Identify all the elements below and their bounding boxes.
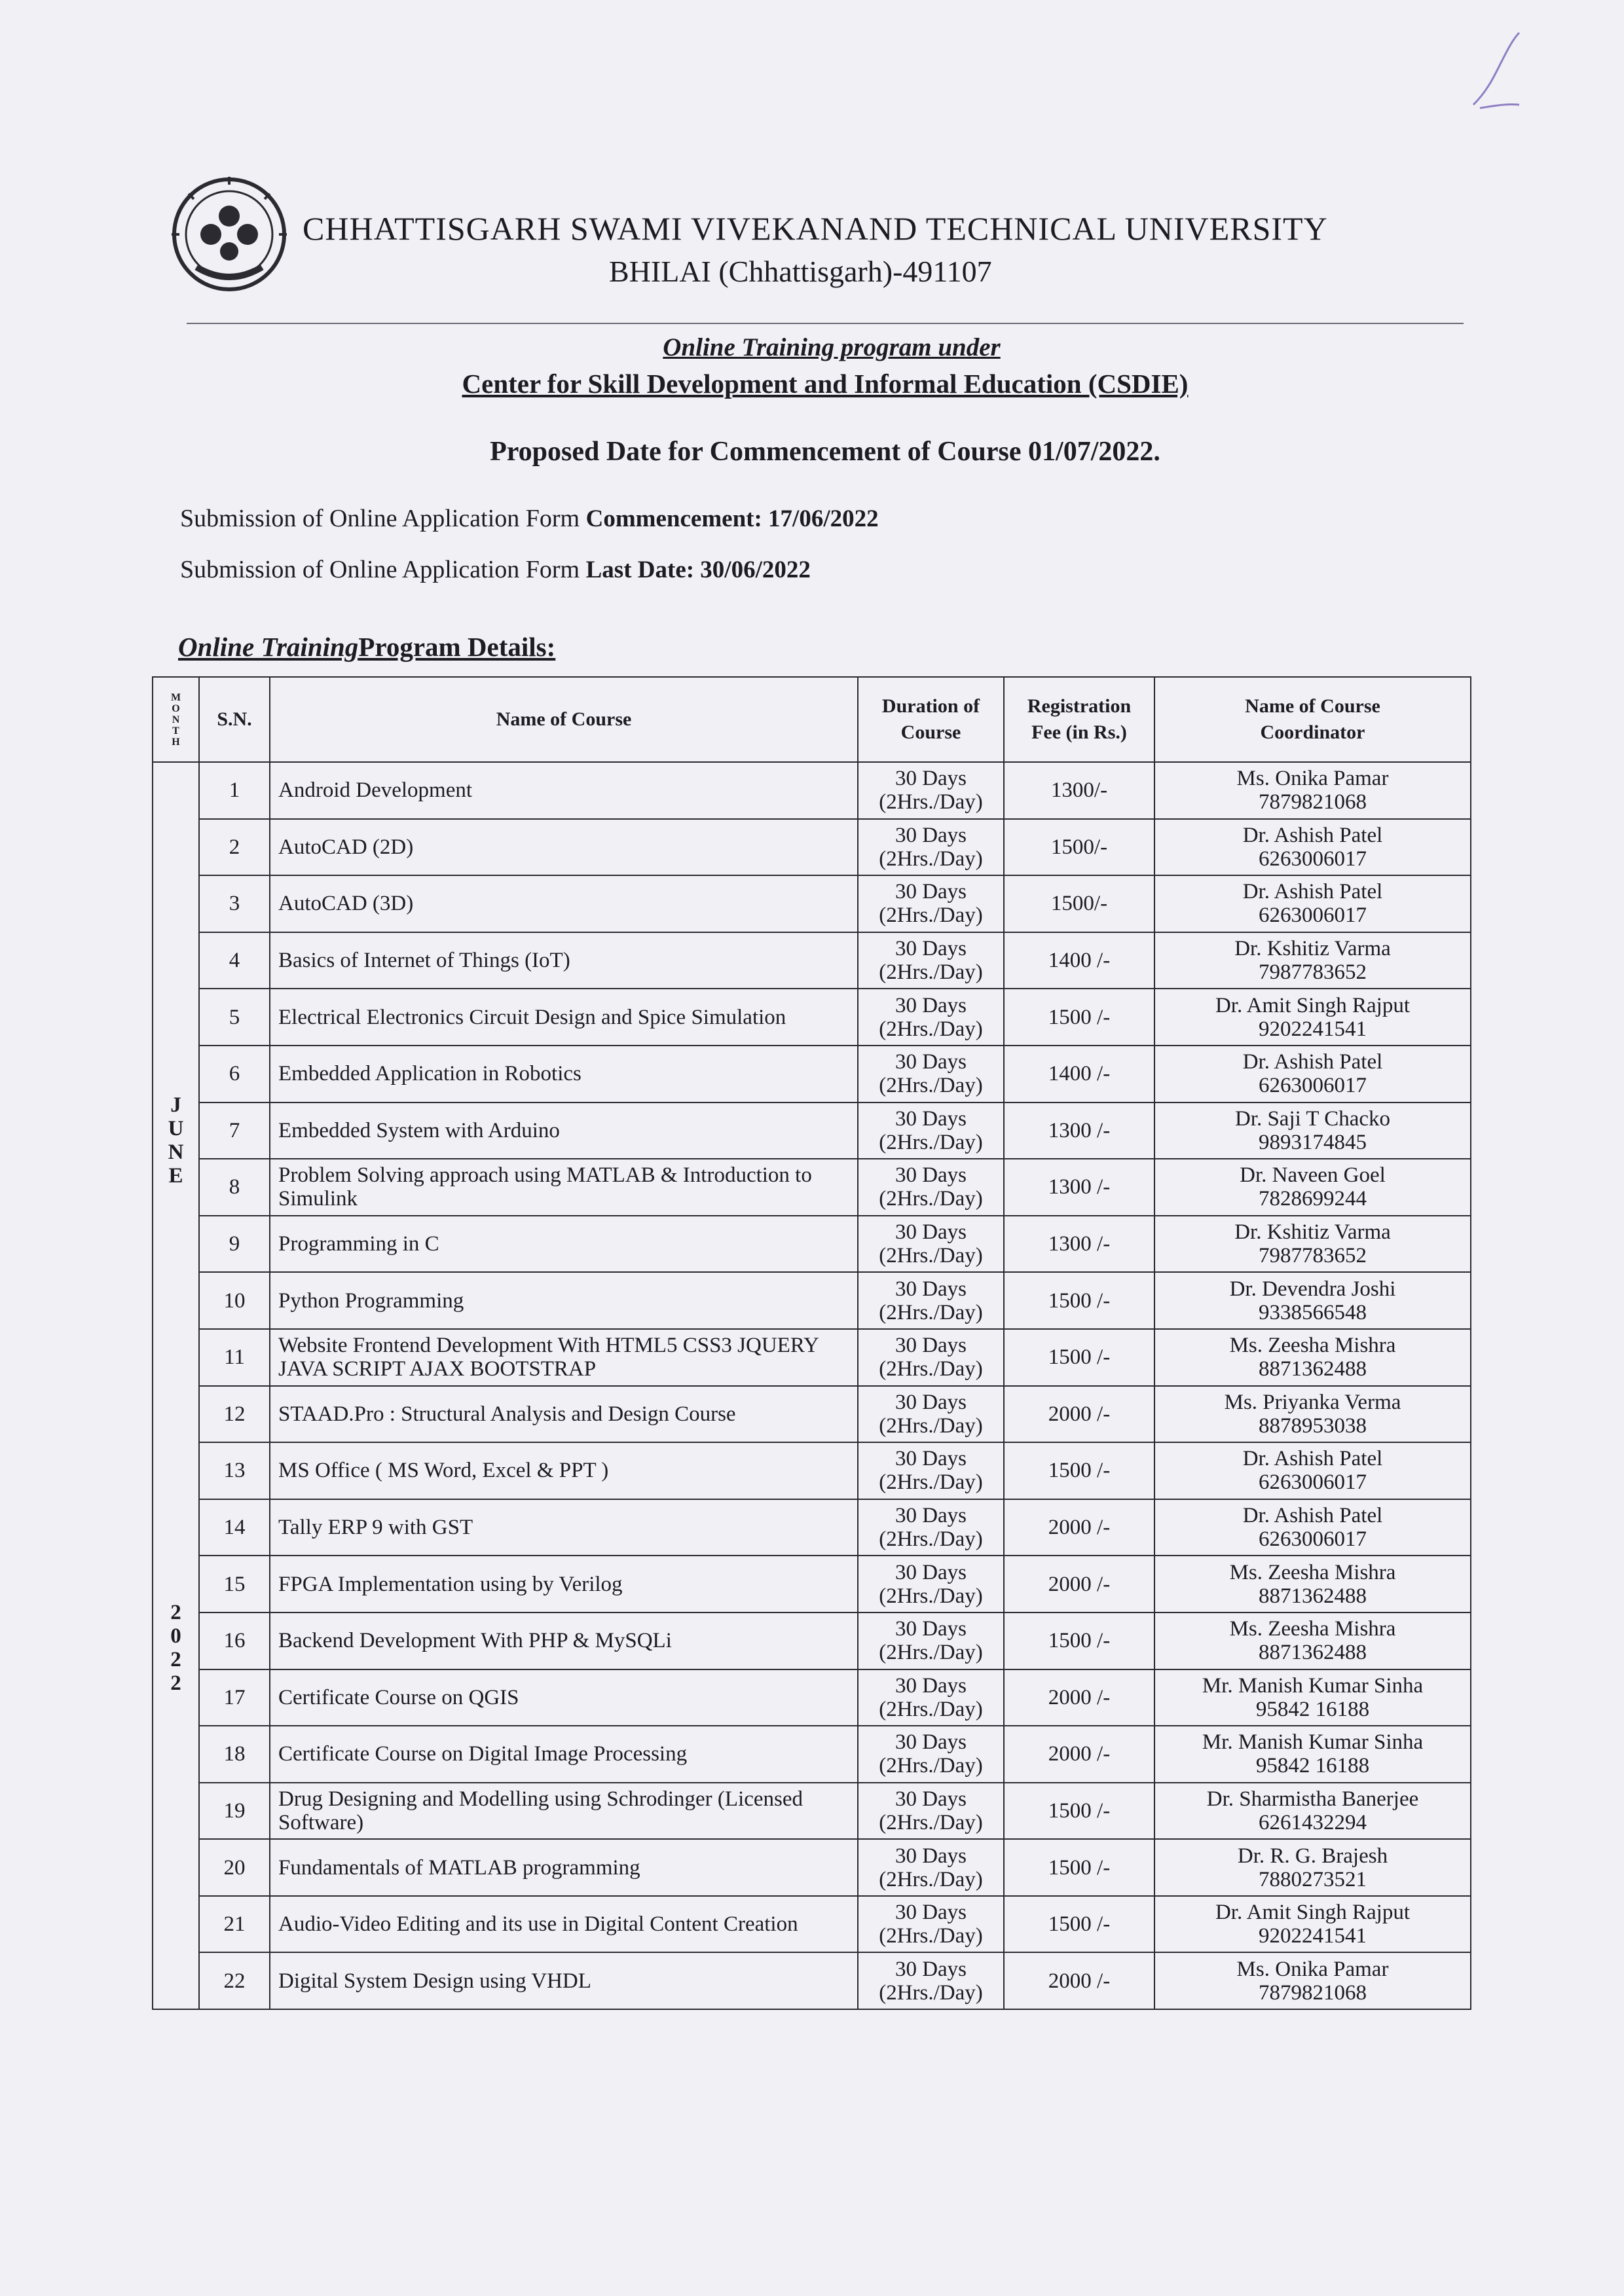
program-line-2: Center for Skill Development and Informal Education (CSDIE) bbox=[462, 369, 1189, 399]
month-june-label: J U N E bbox=[168, 1093, 184, 1188]
cell-course-name: Drug Designing and Modelling using Schrodinger (Licensed Software) bbox=[270, 1783, 858, 1840]
cell-coordinator: Dr. R. G. Brajesh 7880273521 bbox=[1154, 1839, 1471, 1896]
cell-course-name: Certificate Course on QGIS bbox=[270, 1669, 858, 1726]
month-cell bbox=[153, 762, 199, 2009]
cell-coordinator: Ms. Zeesha Mishra 8871362488 bbox=[1154, 1329, 1471, 1386]
cell-fee: 1500 /- bbox=[1004, 1839, 1154, 1896]
header-sn: S.N. bbox=[199, 677, 270, 762]
cell-sn: 14 bbox=[199, 1499, 270, 1556]
cell-coordinator: Mr. Manish Kumar Sinha 95842 16188 bbox=[1154, 1669, 1471, 1726]
cell-fee: 1500 /- bbox=[1004, 1329, 1154, 1386]
cell-coordinator: Dr. Devendra Joshi 9338566548 bbox=[1154, 1272, 1471, 1329]
cell-coordinator: Dr. Amit Singh Rajput 9202241541 bbox=[1154, 1896, 1471, 1953]
cell-duration: 30 Days (2Hrs./Day) bbox=[858, 762, 1004, 819]
table-row bbox=[153, 1102, 1471, 1159]
cell-duration: 30 Days (2Hrs./Day) bbox=[858, 1613, 1004, 1669]
table-row bbox=[153, 1952, 1471, 2009]
cell-coordinator: Dr. Saji T Chacko 9893174845 bbox=[1154, 1102, 1471, 1159]
cell-coordinator: Dr. Sharmistha Banerjee 6261432294 bbox=[1154, 1783, 1471, 1840]
cell-sn: 7 bbox=[199, 1102, 270, 1159]
cell-fee: 1500 /- bbox=[1004, 989, 1154, 1046]
table-row bbox=[153, 819, 1471, 876]
table-row bbox=[153, 1046, 1471, 1102]
cell-fee: 2000 /- bbox=[1004, 1556, 1154, 1613]
cell-course-name: Embedded System with Arduino bbox=[270, 1102, 858, 1159]
cell-fee: 1500/- bbox=[1004, 819, 1154, 876]
course-table bbox=[152, 676, 1471, 2010]
cell-sn: 20 bbox=[199, 1839, 270, 1896]
cell-course-name: Digital System Design using VHDL bbox=[270, 1952, 858, 2009]
cell-duration: 30 Days (2Hrs./Day) bbox=[858, 1499, 1004, 1556]
header-duration: Duration of Course bbox=[858, 677, 1004, 762]
cell-duration: 30 Days (2Hrs./Day) bbox=[858, 1669, 1004, 1726]
cell-duration: 30 Days (2Hrs./Day) bbox=[858, 1442, 1004, 1499]
cell-course-name: AutoCAD (2D) bbox=[270, 819, 858, 876]
cell-duration: 30 Days (2Hrs./Day) bbox=[858, 875, 1004, 932]
cell-sn: 21 bbox=[199, 1896, 270, 1953]
cell-sn: 13 bbox=[199, 1442, 270, 1499]
pen-mark bbox=[1467, 26, 1526, 124]
cell-course-name: Fundamentals of MATLAB programming bbox=[270, 1839, 858, 1896]
cell-course-name: Python Programming bbox=[270, 1272, 858, 1329]
cell-coordinator: Mr. Manish Kumar Sinha 95842 16188 bbox=[1154, 1726, 1471, 1783]
cell-coordinator: Dr. Ashish Patel 6263006017 bbox=[1154, 819, 1471, 876]
cell-fee: 1300 /- bbox=[1004, 1216, 1154, 1273]
table-row bbox=[153, 1329, 1471, 1386]
cell-sn: 18 bbox=[199, 1726, 270, 1783]
cell-duration: 30 Days (2Hrs./Day) bbox=[858, 1783, 1004, 1840]
table-row bbox=[153, 1216, 1471, 1273]
cell-fee: 1500 /- bbox=[1004, 1442, 1154, 1499]
submission-last-label: Submission of Online Application Form bbox=[180, 556, 586, 583]
cell-course-name: AutoCAD (3D) bbox=[270, 875, 858, 932]
cell-course-name: Programming in C bbox=[270, 1216, 858, 1273]
university-name: CHHATTISGARH SWAMI VIVEKANAND TECHNICAL UNIVERSITY bbox=[303, 210, 1328, 247]
cell-course-name: Android Development bbox=[270, 762, 858, 819]
cell-fee: 2000 /- bbox=[1004, 1952, 1154, 2009]
cell-duration: 30 Days (2Hrs./Day) bbox=[858, 1159, 1004, 1216]
cell-coordinator: Dr. Ashish Patel 6263006017 bbox=[1154, 875, 1471, 932]
cell-course-name: STAAD.Pro : Structural Analysis and Design Course bbox=[270, 1386, 858, 1443]
submission-start-value: Commencement: 17/06/2022 bbox=[585, 505, 879, 532]
cell-fee: 1300 /- bbox=[1004, 1159, 1154, 1216]
cell-duration: 30 Days (2Hrs./Day) bbox=[858, 1952, 1004, 2009]
cell-sn: 16 bbox=[199, 1613, 270, 1669]
cell-coordinator: Ms. Onika Pamar 7879821068 bbox=[1154, 1952, 1471, 2009]
table-row bbox=[153, 1896, 1471, 1953]
commencement-date: Proposed Date for Commencement of Course 01/07/2022. bbox=[490, 437, 1160, 467]
cell-course-name: Electrical Electronics Circuit Design and Spice Simulation bbox=[270, 989, 858, 1046]
header-course: Name of Course bbox=[270, 677, 858, 762]
cell-fee: 1300/- bbox=[1004, 762, 1154, 819]
cell-course-name: Website Frontend Development With HTML5 CSS3 JQUERY JAVA SCRIPT AJAX BOOTSTRAP bbox=[270, 1329, 858, 1386]
cell-coordinator: Dr. Amit Singh Rajput 9202241541 bbox=[1154, 989, 1471, 1046]
submission-start-label: Submission of Online Application Form bbox=[180, 505, 586, 532]
table-row bbox=[153, 1783, 1471, 1840]
cell-course-name: Embedded Application in Robotics bbox=[270, 1046, 858, 1102]
cell-fee: 2000 /- bbox=[1004, 1669, 1154, 1726]
cell-sn: 22 bbox=[199, 1952, 270, 2009]
cell-duration: 30 Days (2Hrs./Day) bbox=[858, 1102, 1004, 1159]
cell-course-name: Certificate Course on Digital Image Processing bbox=[270, 1726, 858, 1783]
cell-sn: 8 bbox=[199, 1159, 270, 1216]
cell-coordinator: Dr. Kshitiz Varma 7987783652 bbox=[1154, 932, 1471, 989]
cell-fee: 1500/- bbox=[1004, 875, 1154, 932]
cell-fee: 2000 /- bbox=[1004, 1386, 1154, 1443]
cell-coordinator: Dr. Naveen Goel 7828699244 bbox=[1154, 1159, 1471, 1216]
cell-sn: 5 bbox=[199, 989, 270, 1046]
cell-sn: 19 bbox=[199, 1783, 270, 1840]
header-coordinator: Name of Course Coordinator bbox=[1154, 677, 1471, 762]
table-row bbox=[153, 875, 1471, 932]
table-row bbox=[153, 1726, 1471, 1783]
cell-sn: 10 bbox=[199, 1272, 270, 1329]
cell-duration: 30 Days (2Hrs./Day) bbox=[858, 1329, 1004, 1386]
table-header-row bbox=[153, 677, 1471, 762]
cell-duration: 30 Days (2Hrs./Day) bbox=[858, 1386, 1004, 1443]
cell-coordinator: Ms. Onika Pamar 7879821068 bbox=[1154, 762, 1471, 819]
month-year-label: 2 0 2 2 bbox=[170, 1601, 181, 1695]
table-row bbox=[153, 1272, 1471, 1329]
submission-last-value: Last Date: 30/06/2022 bbox=[585, 556, 811, 583]
cell-duration: 30 Days (2Hrs./Day) bbox=[858, 1726, 1004, 1783]
cell-duration: 30 Days (2Hrs./Day) bbox=[858, 1839, 1004, 1896]
submission-start bbox=[180, 504, 879, 533]
cell-sn: 3 bbox=[199, 875, 270, 932]
cell-coordinator: Dr. Ashish Patel 6263006017 bbox=[1154, 1442, 1471, 1499]
cell-sn: 2 bbox=[199, 819, 270, 876]
cell-fee: 1500 /- bbox=[1004, 1272, 1154, 1329]
cell-fee: 1300 /- bbox=[1004, 1102, 1154, 1159]
table-row bbox=[153, 762, 1471, 819]
cell-fee: 1500 /- bbox=[1004, 1896, 1154, 1953]
table-row bbox=[153, 932, 1471, 989]
cell-course-name: Audio-Video Editing and its use in Digital Content Creation bbox=[270, 1896, 858, 1953]
cell-sn: 4 bbox=[199, 932, 270, 989]
cell-course-name: Tally ERP 9 with GST bbox=[270, 1499, 858, 1556]
cell-coordinator: Dr. Ashish Patel 6263006017 bbox=[1154, 1499, 1471, 1556]
cell-fee: 1400 /- bbox=[1004, 1046, 1154, 1102]
university-address: BHILAI (Chhattisgarh)-491107 bbox=[609, 255, 992, 288]
cell-sn: 1 bbox=[199, 762, 270, 819]
cell-coordinator: Ms. Zeesha Mishra 8871362488 bbox=[1154, 1556, 1471, 1613]
submission-last bbox=[180, 555, 811, 584]
cell-coordinator: Ms. Zeesha Mishra 8871362488 bbox=[1154, 1613, 1471, 1669]
cell-duration: 30 Days (2Hrs./Day) bbox=[858, 1896, 1004, 1953]
cell-course-name: Basics of Internet of Things (IoT) bbox=[270, 932, 858, 989]
table-row bbox=[153, 1839, 1471, 1896]
cell-sn: 12 bbox=[199, 1386, 270, 1443]
cell-course-name: Problem Solving approach using MATLAB & Introduction to Simulink bbox=[270, 1159, 858, 1216]
cell-duration: 30 Days (2Hrs./Day) bbox=[858, 1556, 1004, 1613]
cell-sn: 17 bbox=[199, 1669, 270, 1726]
table-row bbox=[153, 1159, 1471, 1216]
program-details-title-rest: Program Details: bbox=[358, 632, 556, 662]
cell-coordinator: Dr. Kshitiz Varma 7987783652 bbox=[1154, 1216, 1471, 1273]
cell-sn: 11 bbox=[199, 1329, 270, 1386]
cell-duration: 30 Days (2Hrs./Day) bbox=[858, 819, 1004, 876]
cell-duration: 30 Days (2Hrs./Day) bbox=[858, 1046, 1004, 1102]
header-month: M O N T H bbox=[153, 677, 199, 762]
cell-fee: 2000 /- bbox=[1004, 1499, 1154, 1556]
cell-sn: 6 bbox=[199, 1046, 270, 1102]
program-details-title bbox=[178, 631, 555, 663]
table-row bbox=[153, 1669, 1471, 1726]
table-row bbox=[153, 1556, 1471, 1613]
table-row bbox=[153, 1386, 1471, 1443]
cell-fee: 2000 /- bbox=[1004, 1726, 1154, 1783]
cell-duration: 30 Days (2Hrs./Day) bbox=[858, 1216, 1004, 1273]
program-line-1: Online Training program under bbox=[663, 333, 1001, 361]
cell-fee: 1400 /- bbox=[1004, 932, 1154, 989]
table-row bbox=[153, 989, 1471, 1046]
cell-duration: 30 Days (2Hrs./Day) bbox=[858, 1272, 1004, 1329]
cell-sn: 9 bbox=[199, 1216, 270, 1273]
table-row bbox=[153, 1442, 1471, 1499]
cell-duration: 30 Days (2Hrs./Day) bbox=[858, 932, 1004, 989]
cell-coordinator: Ms. Priyanka Verma 8878953038 bbox=[1154, 1386, 1471, 1443]
cell-course-name: MS Office ( MS Word, Excel & PPT ) bbox=[270, 1442, 858, 1499]
cell-coordinator: Dr. Ashish Patel 6263006017 bbox=[1154, 1046, 1471, 1102]
header-fee: Registration Fee (in Rs.) bbox=[1004, 677, 1154, 762]
cell-fee: 1500 /- bbox=[1004, 1783, 1154, 1840]
cell-course-name: Backend Development With PHP & MySQLi bbox=[270, 1613, 858, 1669]
letterhead bbox=[157, 172, 1460, 309]
table-row bbox=[153, 1499, 1471, 1556]
university-seal-logo bbox=[170, 175, 288, 293]
program-details-title-italic: Online Training bbox=[178, 632, 359, 662]
header-divider bbox=[187, 323, 1464, 324]
cell-duration: 30 Days (2Hrs./Day) bbox=[858, 989, 1004, 1046]
table-row bbox=[153, 1613, 1471, 1669]
cell-fee: 1500 /- bbox=[1004, 1613, 1154, 1669]
cell-sn: 15 bbox=[199, 1556, 270, 1613]
cell-course-name: FPGA Implementation using by Verilog bbox=[270, 1556, 858, 1613]
